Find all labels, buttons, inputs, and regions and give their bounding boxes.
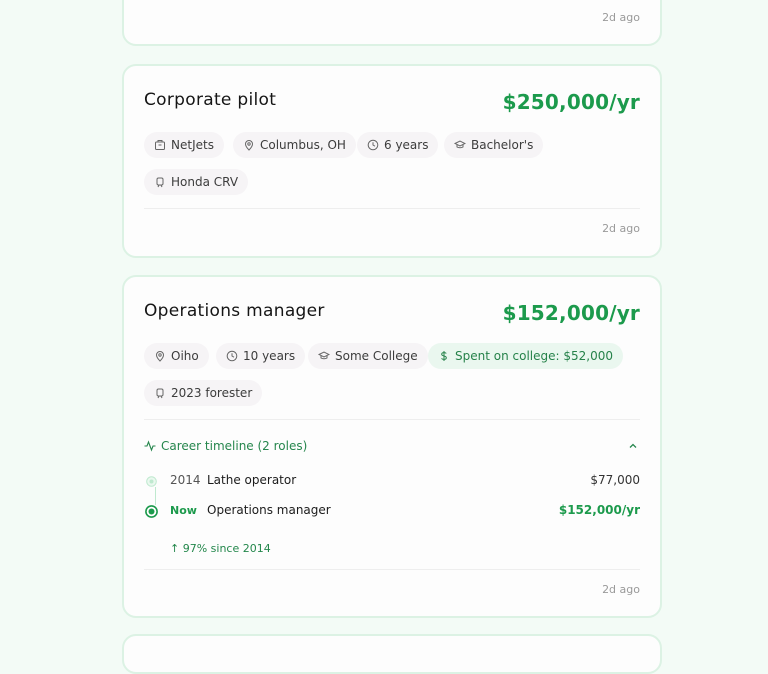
growth-indicator: ↑ 97% since 2014	[170, 542, 271, 555]
job-title: Corporate pilot	[144, 90, 277, 110]
time-ago: 2d ago	[602, 583, 640, 596]
location-pin-icon	[154, 350, 166, 362]
car-icon	[154, 176, 166, 188]
salary: $152,000/yr	[502, 301, 640, 325]
career-card[interactable]	[122, 634, 662, 674]
chip-car: Honda CRV	[144, 169, 248, 195]
career-timeline-toggle[interactable]	[144, 439, 307, 453]
clock-icon	[226, 350, 238, 362]
timeline-salary: $77,000	[590, 473, 640, 487]
activity-icon	[144, 440, 156, 452]
job-title: Operations manager	[144, 301, 325, 321]
chip-college-cost: Spent on college: $52,000	[428, 343, 623, 369]
chip-education: Bachelor's	[444, 132, 543, 158]
chip-experience: 6 years	[357, 132, 438, 158]
timeline-dot-current	[145, 505, 158, 518]
timeline-role: Lathe operator	[207, 473, 297, 487]
chip-education: Some College	[308, 343, 428, 369]
timeline-entry	[144, 503, 640, 521]
graduation-cap-icon	[318, 350, 330, 362]
divider	[144, 419, 640, 420]
location-pin-icon	[243, 139, 255, 151]
divider	[144, 569, 640, 570]
chip-location: Columbus, OH	[233, 132, 356, 158]
chip-employer: NetJets	[144, 132, 224, 158]
timeline-dot	[146, 476, 157, 487]
timeline-role: Operations manager	[207, 503, 331, 517]
salary: $250,000/yr	[502, 90, 640, 114]
career-card[interactable]	[122, 64, 662, 258]
divider	[144, 208, 640, 209]
career-card[interactable]	[122, 0, 662, 46]
graduation-cap-icon	[454, 139, 466, 151]
timeline-entry	[144, 473, 640, 491]
dollar-icon	[438, 350, 450, 362]
timeline-year: Now	[170, 504, 197, 517]
timeline-header: Career timeline (2 roles)	[161, 439, 308, 453]
career-card[interactable]	[122, 275, 662, 618]
time-ago: 2d ago	[602, 11, 640, 24]
clock-icon	[367, 139, 379, 151]
chip-car: 2023 forester	[144, 380, 262, 406]
timeline-year: 2014	[170, 473, 201, 487]
chevron-up-icon[interactable]	[628, 441, 638, 451]
chip-experience: 10 years	[216, 343, 305, 369]
time-ago: 2d ago	[602, 222, 640, 235]
car-icon	[154, 387, 166, 399]
building-icon	[154, 139, 166, 151]
timeline-salary: $152,000/yr	[558, 503, 640, 517]
chip-location: Oiho	[144, 343, 209, 369]
